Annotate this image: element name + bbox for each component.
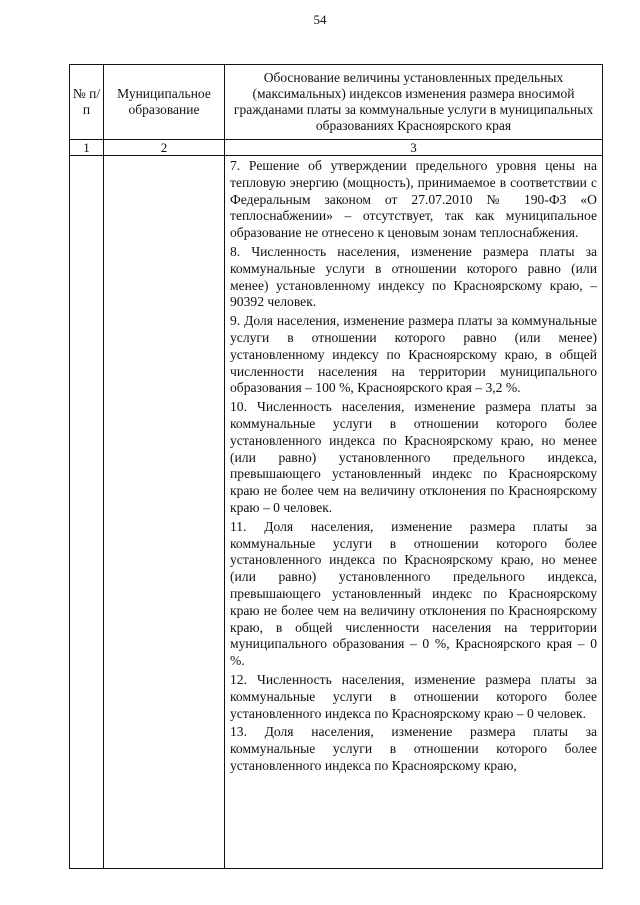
- header-municipality: Муниципальное образование: [104, 65, 225, 140]
- table-header-row: [70, 65, 603, 140]
- column-numbering-row: [70, 140, 603, 156]
- column-number-3: 3: [225, 140, 603, 156]
- paragraph-9: 9. Доля населения, изменение размера платы за коммунальные услуги в отношении которого равно (или менее) установленному индексу по Красноярскому краю, в общей численности населения на территории муниципального образования – 100 %, Красноярского края – 3,2 %.: [230, 313, 597, 396]
- paragraph-8: 8. Численность населения, изменение размера платы за коммунальные услуги в отношении которого равно (или менее) установленному индексу по Красноярскому краю, – 90392 человек.: [230, 243, 597, 310]
- header-number: № п/п: [70, 65, 104, 140]
- paragraph-10: 10. Численность населения, изменение размера платы за коммунальные услуги в отношении которого более установленного индекса по Красноярскому краю, но менее (или равно) установленного предельного индекса, превышающего установленный индекс по Красноярскому краю не более чем на величину отклонения по Красноярскому краю – 0 человек.: [230, 399, 597, 515]
- row-municipality-cell: [104, 156, 225, 869]
- page-number: 54: [313, 12, 327, 27]
- column-number-1: 1: [70, 140, 104, 156]
- paragraph-13: 13. Доля населения, изменение размера платы за коммунальные услуги в отношении которого более установленного индекса по Красноярскому краю,: [230, 724, 597, 773]
- table-row: [70, 156, 603, 869]
- column-number-2: 2: [104, 140, 225, 156]
- justification-table: [69, 64, 603, 869]
- paragraph-7: 7. Решение об утверждении предельного уровня цены на тепловую энергию (мощность), принимаемое в соответствии с Федеральным законом от 27.07.2010 № 190-ФЗ «О теплоснабжении» – отсутствует, так как муниципальное образование не отнесено к ценовым зонам теплоснабжения.: [230, 158, 597, 241]
- row-justification-cell: [225, 156, 603, 869]
- paragraph-12: 12. Численность населения, изменение размера платы за коммунальные услуги в отношении которого более установленного индекса по Красноярскому краю – 0 человек.: [230, 671, 597, 721]
- header-justification: Обоснование величины установленных предельных (максимальных) индексов изменения размера вносимой гражданами платы за коммунальные услуги в муниципальных образованиях Красноярского края: [225, 65, 603, 140]
- paragraph-11: 11. Доля населения, изменение размера платы за коммунальные услуги в отношении которого более установленного индекса по Красноярскому краю, но менее (или равно) установленного предельного индекса, превышающего установленный индекс по Красноярскому краю не более чем на величину отклонения по Красноярскому краю, в общей численности населения на территории муниципального образования – 0 %, Красноярского края – 0 %.: [230, 518, 597, 669]
- row-number-cell: [70, 156, 104, 869]
- justification-text: [225, 156, 602, 775]
